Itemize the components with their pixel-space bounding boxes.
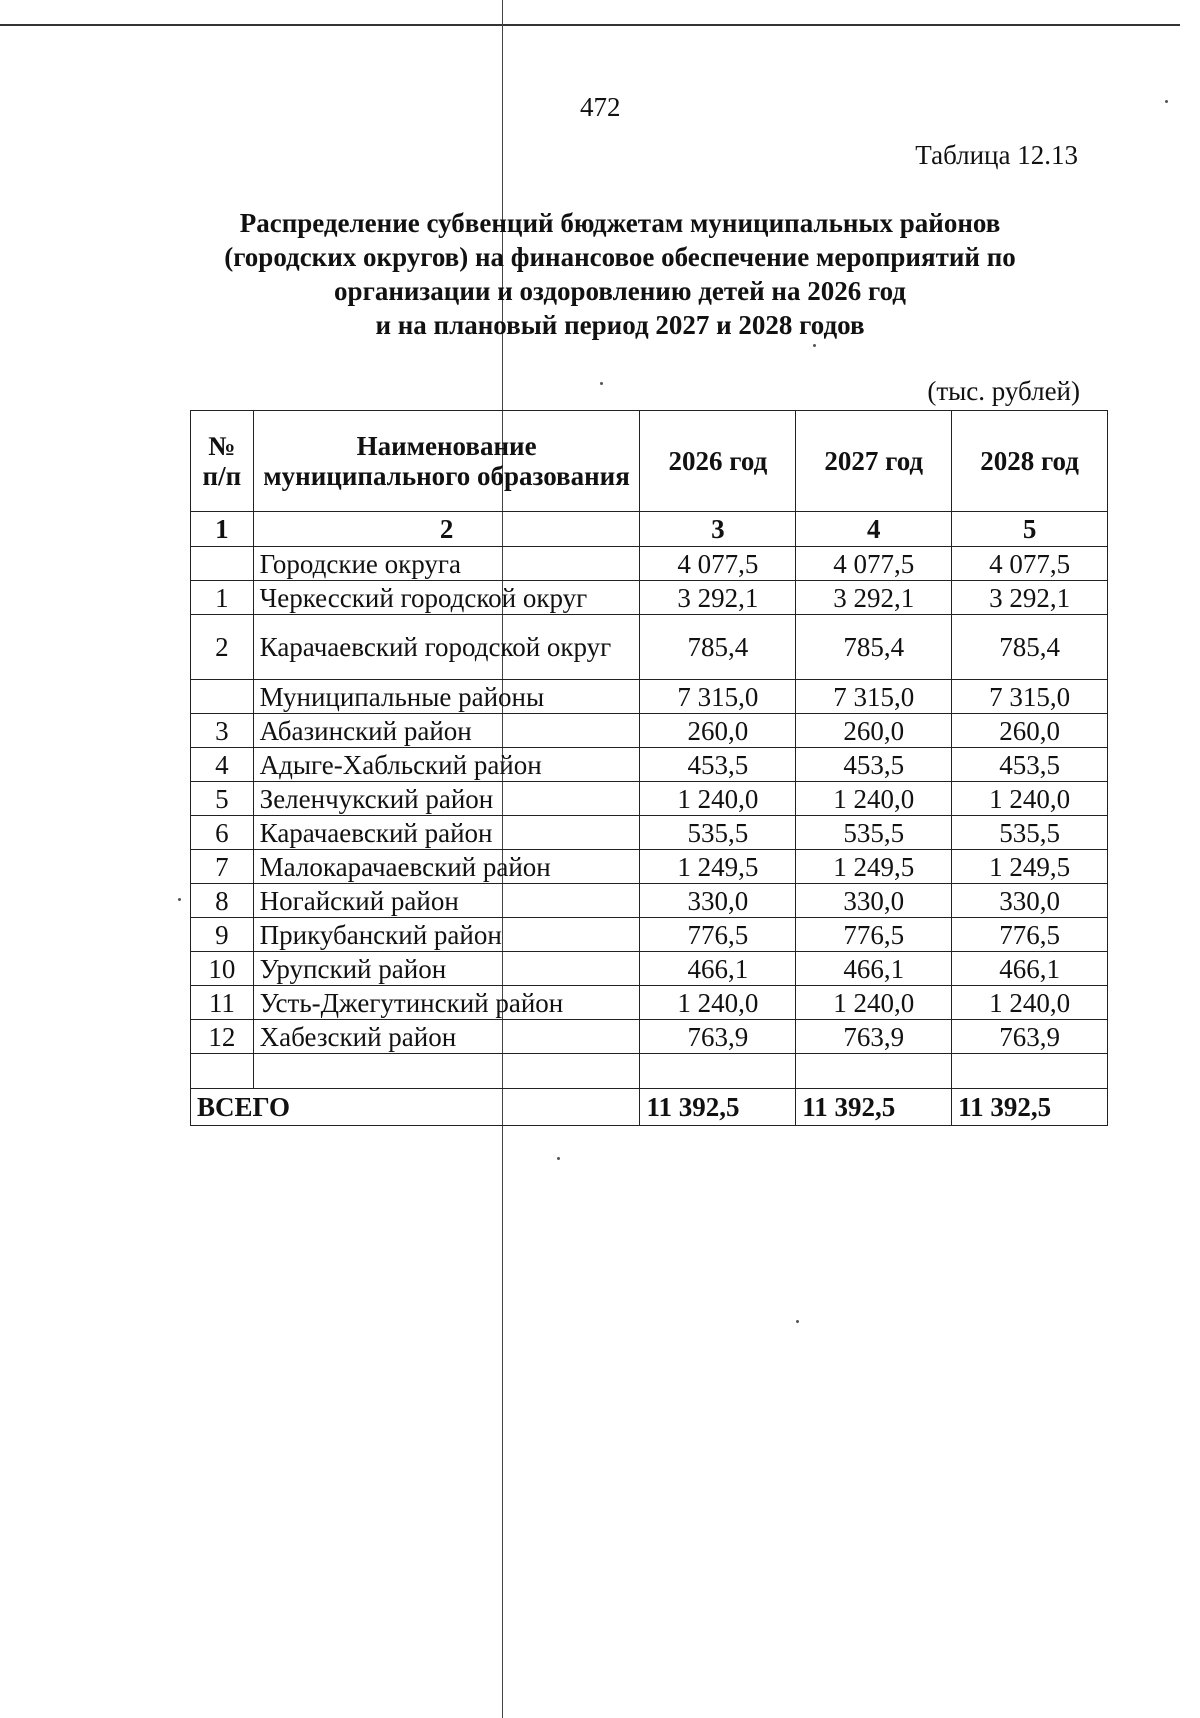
value-2026: 1 240,0 <box>640 986 796 1020</box>
value-2026: 466,1 <box>640 952 796 986</box>
value-2028: 453,5 <box>952 748 1108 782</box>
row-name: Урупский район <box>253 952 640 986</box>
value-2028: 1 249,5 <box>952 850 1108 884</box>
value-2026: 4 077,5 <box>640 547 796 581</box>
table-row <box>191 850 1108 884</box>
header-num: № п/п <box>191 411 254 512</box>
row-name: Ногайский район <box>253 884 640 918</box>
row-number: 12 <box>191 1020 254 1054</box>
value-2028: 466,1 <box>952 952 1108 986</box>
row-number <box>191 547 254 581</box>
value-2026: 1 249,5 <box>640 850 796 884</box>
value-2027: 1 249,5 <box>796 850 952 884</box>
value-2026: 535,5 <box>640 816 796 850</box>
table-row <box>191 952 1108 986</box>
row-name: Черкесский городской округ <box>253 581 640 615</box>
value-2028: 3 292,1 <box>952 581 1108 615</box>
scan-speck <box>1165 100 1168 103</box>
value-2028: 330,0 <box>952 884 1108 918</box>
value-2027: 785,4 <box>796 615 952 680</box>
value-2028: 7 315,0 <box>952 680 1108 714</box>
title-line: (городских округов) на финансовое обеспечение мероприятий по <box>224 242 1016 272</box>
total-2027: 11 392,5 <box>796 1089 952 1126</box>
column-index: 4 <box>796 512 952 547</box>
row-number: 2 <box>191 615 254 680</box>
value-2026: 1 240,0 <box>640 782 796 816</box>
row-number: 3 <box>191 714 254 748</box>
value-2026: 453,5 <box>640 748 796 782</box>
row-number: 4 <box>191 748 254 782</box>
blank-cell <box>952 1054 1108 1089</box>
row-name: Городские округа <box>253 547 640 581</box>
value-2026: 785,4 <box>640 615 796 680</box>
value-2027: 453,5 <box>796 748 952 782</box>
value-2027: 776,5 <box>796 918 952 952</box>
scan-speck <box>813 344 816 347</box>
value-2026: 776,5 <box>640 918 796 952</box>
value-2026: 330,0 <box>640 884 796 918</box>
value-2027: 3 292,1 <box>796 581 952 615</box>
value-2027: 330,0 <box>796 884 952 918</box>
row-name: Прикубанский район <box>253 918 640 952</box>
row-name: Муниципальные районы <box>253 680 640 714</box>
value-2027: 4 077,5 <box>796 547 952 581</box>
column-index: 5 <box>952 512 1108 547</box>
row-number: 5 <box>191 782 254 816</box>
scan-speck <box>178 898 181 901</box>
row-name: Зеленчукский район <box>253 782 640 816</box>
value-2028: 535,5 <box>952 816 1108 850</box>
value-2027: 1 240,0 <box>796 986 952 1020</box>
subvention-table <box>190 410 1108 1126</box>
blank-cell <box>640 1054 796 1089</box>
row-number: 9 <box>191 918 254 952</box>
value-2028: 763,9 <box>952 1020 1108 1054</box>
title-line: Распределение субвенций бюджетам муниципальных районов <box>239 208 1001 238</box>
row-name: Малокарачаевский район <box>253 850 640 884</box>
header-2027: 2027 год <box>796 411 952 512</box>
row-name: Адыге-Хабльский район <box>253 748 640 782</box>
units-note: (тыс. рублей) <box>927 376 1080 406</box>
header-2026: 2026 год <box>640 411 796 512</box>
total-label: ВСЕГО <box>191 1089 640 1126</box>
table-row <box>191 816 1108 850</box>
table-row <box>191 986 1108 1020</box>
column-index: 2 <box>253 512 640 547</box>
row-number: 10 <box>191 952 254 986</box>
value-2026: 7 315,0 <box>640 680 796 714</box>
value-2028: 785,4 <box>952 615 1108 680</box>
title-line: организации и оздоровлению детей на 2026 год <box>334 276 906 306</box>
value-2027: 7 315,0 <box>796 680 952 714</box>
value-2027: 260,0 <box>796 714 952 748</box>
column-index: 3 <box>640 512 796 547</box>
value-2027: 1 240,0 <box>796 782 952 816</box>
row-number: 11 <box>191 986 254 1020</box>
column-index-row <box>191 512 1108 547</box>
blank-cell <box>191 1054 254 1089</box>
header-row <box>191 411 1108 512</box>
value-2027: 535,5 <box>796 816 952 850</box>
scan-speck <box>557 1157 560 1160</box>
header-name: Наименование муниципального образования <box>253 411 640 512</box>
row-number: 8 <box>191 884 254 918</box>
value-2026: 763,9 <box>640 1020 796 1054</box>
value-2028: 4 077,5 <box>952 547 1108 581</box>
row-name: Усть-Джегутинский район <box>253 986 640 1020</box>
column-index: 1 <box>191 512 254 547</box>
scan-speck <box>600 382 603 385</box>
blank-cell <box>253 1054 640 1089</box>
document-title <box>190 206 1050 342</box>
table-row <box>191 884 1108 918</box>
row-number: 6 <box>191 816 254 850</box>
row-name: Абазинский район <box>253 714 640 748</box>
value-2028: 260,0 <box>952 714 1108 748</box>
table-label: Таблица 12.13 <box>915 140 1078 170</box>
table-row <box>191 714 1108 748</box>
table-row <box>191 615 1108 680</box>
value-2026: 3 292,1 <box>640 581 796 615</box>
row-number <box>191 680 254 714</box>
value-2026: 260,0 <box>640 714 796 748</box>
value-2027: 466,1 <box>796 952 952 986</box>
table-row <box>191 680 1108 714</box>
blank-cell <box>796 1054 952 1089</box>
row-name: Карачаевский район <box>253 816 640 850</box>
value-2028: 1 240,0 <box>952 986 1108 1020</box>
table-row <box>191 918 1108 952</box>
blank-row <box>191 1054 1108 1089</box>
table-row <box>191 581 1108 615</box>
row-name: Карачаевский городской округ <box>253 615 640 680</box>
page-number: 472 <box>580 92 621 122</box>
table-row <box>191 1020 1108 1054</box>
total-2028: 11 392,5 <box>952 1089 1108 1126</box>
value-2027: 763,9 <box>796 1020 952 1054</box>
total-2026: 11 392,5 <box>640 1089 796 1126</box>
value-2028: 1 240,0 <box>952 782 1108 816</box>
table-row <box>191 547 1108 581</box>
scan-top-rule <box>0 24 1180 26</box>
header-2028: 2028 год <box>952 411 1108 512</box>
row-number: 7 <box>191 850 254 884</box>
table-row <box>191 782 1108 816</box>
title-line: и на плановый период 2027 и 2028 годов <box>375 310 865 340</box>
total-row <box>191 1089 1108 1126</box>
table-row <box>191 748 1108 782</box>
row-number: 1 <box>191 581 254 615</box>
value-2028: 776,5 <box>952 918 1108 952</box>
row-name: Хабезский район <box>253 1020 640 1054</box>
scan-speck <box>796 1320 799 1323</box>
